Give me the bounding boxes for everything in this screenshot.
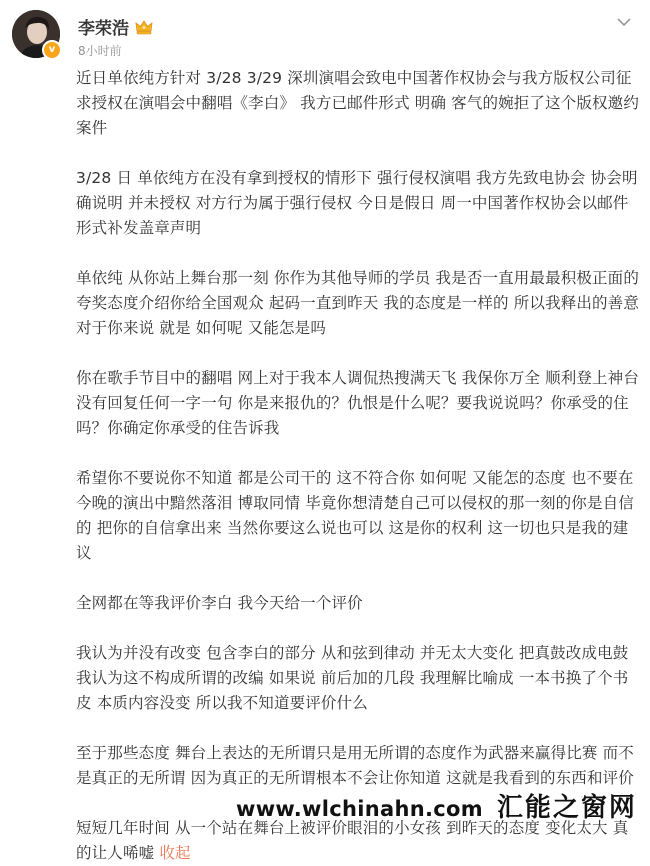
watermark-url: www.wlchinahn.com (236, 797, 483, 821)
post-paragraph: 单依纯 从你站上舞台那一刻 你作为其他导师的学员 我是否一直用最最积极正面的夸奖态度介绍你给全国观众 起码一直到昨天 我的态度是一样的 所以我释出的善意对于你来说 就是 如何呢 又能怎是吗 (76, 269, 639, 337)
post-time[interactable]: 8小时前 (78, 44, 122, 58)
site-watermark (236, 787, 637, 824)
post-header (12, 10, 638, 64)
post-paragraph: 全网都在等我评价李白 我今天给一个评价 (76, 594, 363, 612)
author-name[interactable]: 李荣浩 (78, 19, 129, 39)
last-paragraph-text: 短短几年时间 从一个站在舞台上被评价眼泪的小女孩 到昨天的态度 变化太大 真的让人唏嘘 (76, 819, 629, 862)
watermark-site-name: 汇能之窗网 (496, 793, 637, 823)
post-paragraph: 你在歌手节目中的翻唱 网上对于我本人调侃热搜满天飞 我保你万全 顺利登上神台没有回复任何一字一句 你是来报仇的？仇恨是什么呢？要我说说吗？你承受的住吗？你确定你承受的住告诉我 (76, 369, 639, 437)
collapse-link[interactable]: 收起 (159, 844, 191, 862)
post-paragraph: 至于那些态度 舞台上表达的无所谓只是用无所谓的态度作为武器来赢得比赛 而不是真正的无所谓 因为真正的无所谓根本不会让你知道 这就是我看到的东西和评价 (76, 744, 634, 787)
post-paragraph: 近日单依纯方针对 3/28 3/29 深圳演唱会致电中国著作权协会与我方版权公司征求授权在演唱会中翻唱《李白》 我方已邮件形式 明确 客气的婉拒了这个版权邀约案件 (76, 69, 639, 137)
author-name-row[interactable] (78, 14, 153, 39)
verified-badge-icon: v (42, 40, 62, 60)
avatar[interactable] (12, 10, 60, 58)
post-paragraph: 3/28 日 单依纯方在没有拿到授权的情形下 强行侵权演唱 我方先致电协会 协会明确说明 并未授权 对方行为属于强行侵权 今日是假日 周一中国著作权协会以邮件形式补发盖章声明 (76, 169, 638, 237)
post-paragraph: 我认为并没有改变 包含李白的部分 从和弦到律动 并无太大变化 把真鼓改成电鼓 我认为这不构成所谓的改编 如果说 前后加的几段 我理解比喻成 一本书换了个书皮 本质内容没变 所以我不知道要评价什么 (76, 644, 629, 712)
post-content (76, 66, 642, 866)
post-paragraph: 希望你不要说你不知道 都是公司干的 这不符合你 如何呢 又能怎的态度 也不要在今晚的演出中黯然落泪 博取同情 毕竟你想清楚自己可以侵权的那一刻的你是自信的 把你的自信拿出来 当然你要这么说也可以 这是你的权利 这一切也只是我的建议 (76, 469, 634, 562)
chevron-down-icon[interactable] (616, 16, 632, 28)
crown-badge-icon[interactable] (135, 19, 153, 35)
